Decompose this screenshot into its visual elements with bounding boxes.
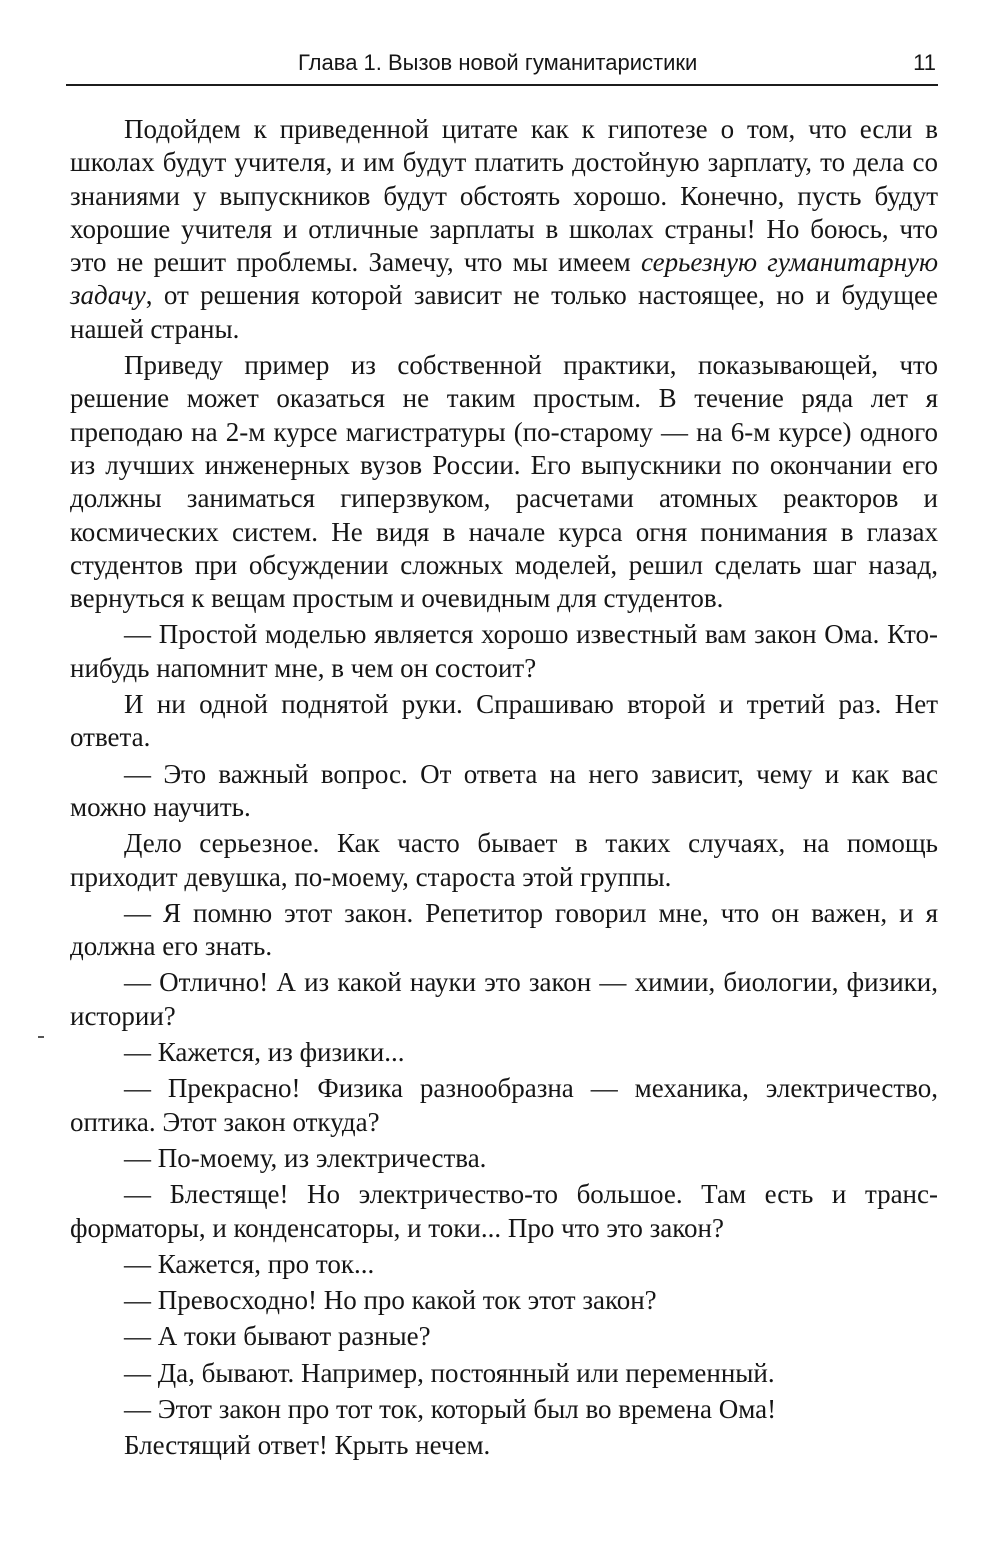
margin-mark <box>38 1036 44 1038</box>
dialogue-line: — Превосходно! Но про какой ток этот закон? <box>124 1285 657 1316</box>
dialogue-line: — Это важный вопрос. От ответа на него зависит, чему и как вас можно научить. <box>70 758 938 822</box>
dialogue-line: — Прекрасно! Физика разнообразна — механика, электричество, оптика. Этот закон откуда? <box>70 1073 938 1137</box>
dialogue-line: — Отлично! А из какой науки это закон — химии, биологии, физики, истории? <box>70 967 938 1031</box>
paragraph: И ни одной поднятой руки. Спрашиваю второй и третий раз. Нет ответа. <box>70 689 938 753</box>
dialogue-line: — А токи бывают разные? <box>124 1321 431 1352</box>
body-text <box>70 113 938 1463</box>
dialogue-line: — По-моему, из электричества. <box>124 1142 487 1173</box>
page-number: 11 <box>913 50 936 75</box>
paragraph: Блестящий ответ! Крыть нечем. <box>124 1430 491 1461</box>
chapter-title: Глава 1. Вызов новой гуманитаристики <box>298 50 698 75</box>
dialogue-line: — Кажется, про ток... <box>124 1248 375 1279</box>
dialogue-line: — Я помню этот закон. Репетитор говорил мне, что он важен, и я должна его знать. <box>70 897 938 962</box>
emphasized-phrase: серьезную гуманитарную задачу <box>70 247 938 311</box>
dialogue-line: — Простой моделью является хорошо известный вам закон Ома. Кто-нибудь напомнит мне, в чем он состоит? <box>70 619 938 683</box>
dialogue-line: — Кажется, из физики... <box>124 1037 405 1068</box>
running-header <box>66 44 938 86</box>
paragraph: Подойдем к приведенной цитате как к гипотезе о том, что если в школах будут учителя, и им будут платить достойную зарплату, то дела со знаниями у выпускников будут обстоять хорошо. Конечно, пусть будут хорошие учителя и отличные зарплаты в школах страны! Но боюсь, что это не решит проблемы. Замечу, что мы имеем серьезную гуманитарную задачу, от решения которой зависит не только настоящее, но и будущее нашей страны. <box>70 114 938 344</box>
paragraph: Дело серьезное. Как часто бывает в таких случаях, на помощь приходит девушка, по-моему, староста этой группы. <box>70 828 938 892</box>
dialogue-line: — Блестяще! Но электричество-то большое. Там есть и трансформаторы, и конденсаторы, и токи... Про что это закон? <box>70 1179 938 1243</box>
dialogue-line: — Этот закон про тот ток, который был во времена Ома! <box>124 1393 777 1424</box>
dialogue-line: — Да, бывают. Например, постоянный или переменный. <box>124 1357 775 1388</box>
paragraph: Приведу пример из собственной практики, показывающей, что решение может оказаться не таким простым. В течение ряда лет я преподаю на 2-м курсе магистратуры (по-старому — на 6-м курсе) одного из лучших инженерных вузов России. Его выпускники по окончании его должны заниматься гиперзвуком, расчетами атомных реакторов и космических систем. Не видя в начале курса огня понимания в глазах студентов при обсуждении сложных моделей, решил сделать шаг назад, вернуться к вещам простым и очевидным для студентов. <box>70 350 938 614</box>
